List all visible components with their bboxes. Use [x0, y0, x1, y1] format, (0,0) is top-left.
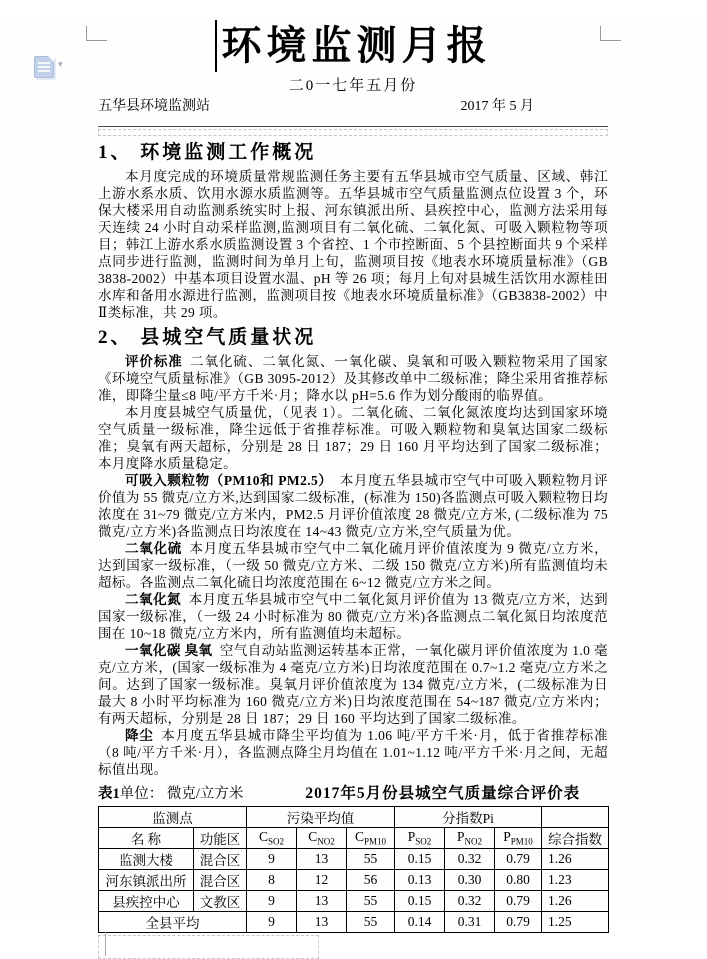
cell-pso2: 0.14 [395, 912, 445, 933]
col-header-pso2: $P_{SO2}$ [395, 828, 445, 849]
cell-name: 县疾控中心 [99, 891, 194, 912]
cell-name: 监测大楼 [99, 849, 194, 870]
cell-cno2: 13 [297, 849, 347, 870]
paragraph-text: 本月度五华县城市空气中二氧化氮月评价值为 13 微克/立方米，达到国家一级标准，（一级 24 小时标准为 80 微克/立方米)各监测点二氧化氮日均浓度范围在 10~18 微克/立方米内，所有监测值均未超标。 [98, 592, 608, 641]
paragraph-evaluation-standard [98, 353, 608, 404]
cell-pso2: 0.15 [395, 849, 445, 870]
report-period: 二0一七年五月份 [288, 78, 418, 94]
chevron-down-icon[interactable]: ▾ [58, 60, 63, 70]
group-header-empty [542, 807, 609, 828]
section-1-heading: 1、 环境监测工作概况 [98, 142, 317, 163]
paragraph-no2 [98, 591, 608, 642]
cell-cpm10: 55 [347, 912, 395, 933]
col-header-cso2: $C_{SO2}$ [247, 828, 297, 849]
col-header-composite-index: 综合指数 [542, 828, 609, 849]
cell-zone: 混合区 [194, 870, 247, 891]
cell-ppm10: 0.79 [495, 891, 542, 912]
table-row [99, 870, 609, 891]
air-quality-table [98, 806, 609, 933]
paragraph-text: 本月度县城空气质量优，（见表 1）。二氧化硫、二氧化氮浓度均达到国家环境空气质量一级标准，降尘远低于省推荐标准。可吸入颗粒物和臭氧达国家二级标准；臭氧有两天超标，分别是 28 日 187；29 日 160 月平均达到了国家二级标准；本月度降水质量稳定。 [98, 405, 608, 471]
cell-cso2: 9 [247, 891, 297, 912]
cell-composite-index: 1.26 [542, 891, 609, 912]
paragraph-text: 本月度完成的环境质量常规监测任务主要有五华县城市空气质量、区域、韩江上游水系水质、饮用水源水质监测等。五华县城市空气质量监测点位设置 3 个，环保大楼采用自动监测系统实时上报、河东镇派出所、县疾控中心，监测方法采用每天连续 24 小时自动采样监测,监测项目有二氧化硫、二氧化氮、可吸入颗粒物等项目；韩江上游水系水质监测设置 3 个省控、1 个市控断面、5 个县控断面共 9 个采样点同步进行监测，监测时间为单月上旬，监测项目按《地表水环境质量标准》（GB 3838-2002）中基本项目设置水温、pH 等 26 项；每月上旬对县城生活饮用水源桂田水库和备用水源进行监测，监测项目按《地表水环境质量标准》（GB3838-2002）中Ⅱ类标准，共 29 项。 [98, 169, 608, 320]
paragraph-text: 本月度五华县城市降尘平均值为 1.06 吨/平方千米·月，低于省推荐标准（8 吨/平方千米·月），各监测点降尘月均值在 1.01~1.12 吨/平方千米·月之间，无超标值出现。 [98, 728, 608, 777]
cell-pno2: 0.30 [445, 870, 495, 891]
cell-pso2: 0.13 [395, 870, 445, 891]
cell-cso2: 9 [247, 912, 297, 933]
paste-options-button[interactable] [34, 56, 63, 78]
horizontal-rule [98, 126, 608, 127]
group-header-sub-index: 分指数Pi [395, 807, 542, 828]
cell-composite-index: 1.23 [542, 870, 609, 891]
cell-cso2: 8 [247, 870, 297, 891]
paragraph-lead: 二氧化氮 [125, 592, 182, 607]
cell-pso2: 0.15 [395, 891, 445, 912]
table-column-header-row [99, 828, 609, 849]
col-header-name: 名 称 [99, 828, 194, 849]
table-row [99, 849, 609, 870]
group-header-monitor-point: 监测点 [99, 807, 247, 828]
paragraph-dustfall [98, 727, 608, 778]
paragraph-lead: 评价标准 [125, 354, 183, 369]
table-unit: 单位： 微克/立方米 [119, 786, 244, 802]
station-name: 五华县环境监测站 [98, 99, 210, 114]
cell-composite-index: 1.26 [542, 849, 609, 870]
page-title: 环境监测月报 [215, 20, 492, 72]
table-row [99, 891, 609, 912]
table-group-header-row [99, 807, 609, 828]
text-frame-outline [98, 129, 608, 136]
col-header-pno2: $P_{NO2}$ [445, 828, 495, 849]
margin-crop-mark-top-right [600, 26, 621, 41]
table-label: 表1 [98, 786, 120, 802]
paragraph-co-o3 [98, 642, 608, 727]
document-page [0, 20, 707, 931]
paragraph-overall-quality [98, 404, 608, 472]
cell-cno2: 13 [297, 891, 347, 912]
paragraph-text: 二氧化硫、二氧化氮、一氧化碳、臭氧和可吸入颗粒物采用了国家《环境空气质量标准》（GB 3095-2012）及其修改单中二级标准；降尘采用省推荐标准，即降尘量≤8 吨/平方千米·月；降水以 pH=5.6 作为划分酸雨的临界值。 [98, 354, 608, 403]
cell-cno2: 13 [297, 912, 347, 933]
margin-crop-mark-top-left [86, 26, 107, 41]
frame-anchor-tick [105, 932, 106, 956]
report-date: 2017 年 5 月 [460, 99, 534, 114]
paragraph-so2 [98, 540, 608, 591]
table-average-row [99, 912, 609, 933]
table-caption [98, 785, 608, 803]
document-content [0, 20, 707, 959]
cell-pno2: 0.31 [445, 912, 495, 933]
paragraph-lead: 降尘 [125, 728, 154, 743]
cell-ppm10: 0.79 [495, 849, 542, 870]
col-header-cno2: $C_{NO2}$ [297, 828, 347, 849]
col-header-zone: 功能区 [194, 828, 247, 849]
byline-row [98, 98, 608, 115]
paragraph-text: 空气自动站监测运转基本正常，一氧化碳月评价值浓度为 1.0 毫克/立方米，(国家一级标准为 4 毫克/立方米)日均浓度范围在 0.7~1.2 毫克/立方米之间。达到了国家一级标准。臭氧月评价值浓度为 134 微克/立方米，(二级标准为日最大 8 小时平均标准为 160 微克/立方米)日均浓度范围在 54~187 微克/立方米内；有两天超标，分别是 28 日 187；29 日 160 平均达到了国家二级标准。 [98, 643, 608, 726]
cell-zone: 混合区 [194, 849, 247, 870]
cell-zone: 文教区 [194, 891, 247, 912]
cell-cso2: 9 [247, 849, 297, 870]
cell-pno2: 0.32 [445, 849, 495, 870]
paragraph-lead: 可吸入颗粒物（PM10和 PM2.5） [125, 473, 333, 488]
table-title: 2017年5月份县城空气质量综合评价表 [305, 785, 581, 802]
cell-name: 河东镇派出所 [99, 870, 194, 891]
cell-ppm10: 0.80 [495, 870, 542, 891]
paragraph-text: 本月度五华县城市空气中二氧化硫月评价值浓度为 9 微克/立方米，达到国家一级标准，（一级 50 微克/立方米、二级 150 微克/立方米)所有监测值均未超标。各监测点二氧化硫日均浓度范围在 6~12 微克/立方米之间。 [98, 541, 608, 590]
cell-composite-index: 1.25 [542, 912, 609, 933]
section-2-heading: 2、 县城空气质量状况 [98, 327, 317, 348]
paragraph-pm [98, 472, 608, 540]
paragraph-lead: 二氧化硫 [125, 541, 183, 556]
cell-cno2: 12 [297, 870, 347, 891]
section-1-paragraph [98, 168, 608, 321]
col-header-cpm10: $C_{PM10}$ [347, 828, 395, 849]
cell-cpm10: 55 [347, 849, 395, 870]
cell-name-average: 全县平均 [99, 912, 247, 933]
paragraph-lead: 一氧化碳 臭氧 [125, 643, 213, 658]
cell-pno2: 0.32 [445, 891, 495, 912]
cell-cpm10: 56 [347, 870, 395, 891]
document-icon [34, 56, 54, 78]
paragraph-text: 本月度五华县城市空气中可吸入颗粒物月评价值为 55 微克/立方米,达到国家二级标准，(标准为 150)各监测点可吸入颗粒物日均浓度在 31~79 微克/立方米内，PM2.5 月评价值浓度 28 微克/立方米, (二级标准为 75 微克/立方米)各监测点日均浓度在 14~43 微克/立方米,空气质量为优。 [98, 473, 608, 539]
cell-cpm10: 55 [347, 891, 395, 912]
col-header-ppm10: $P_{PM10}$ [495, 828, 542, 849]
group-header-pollution-avg: 污染平均值 [247, 807, 395, 828]
text-frame-outline-bottom [98, 935, 319, 959]
cell-ppm10: 0.79 [495, 912, 542, 933]
